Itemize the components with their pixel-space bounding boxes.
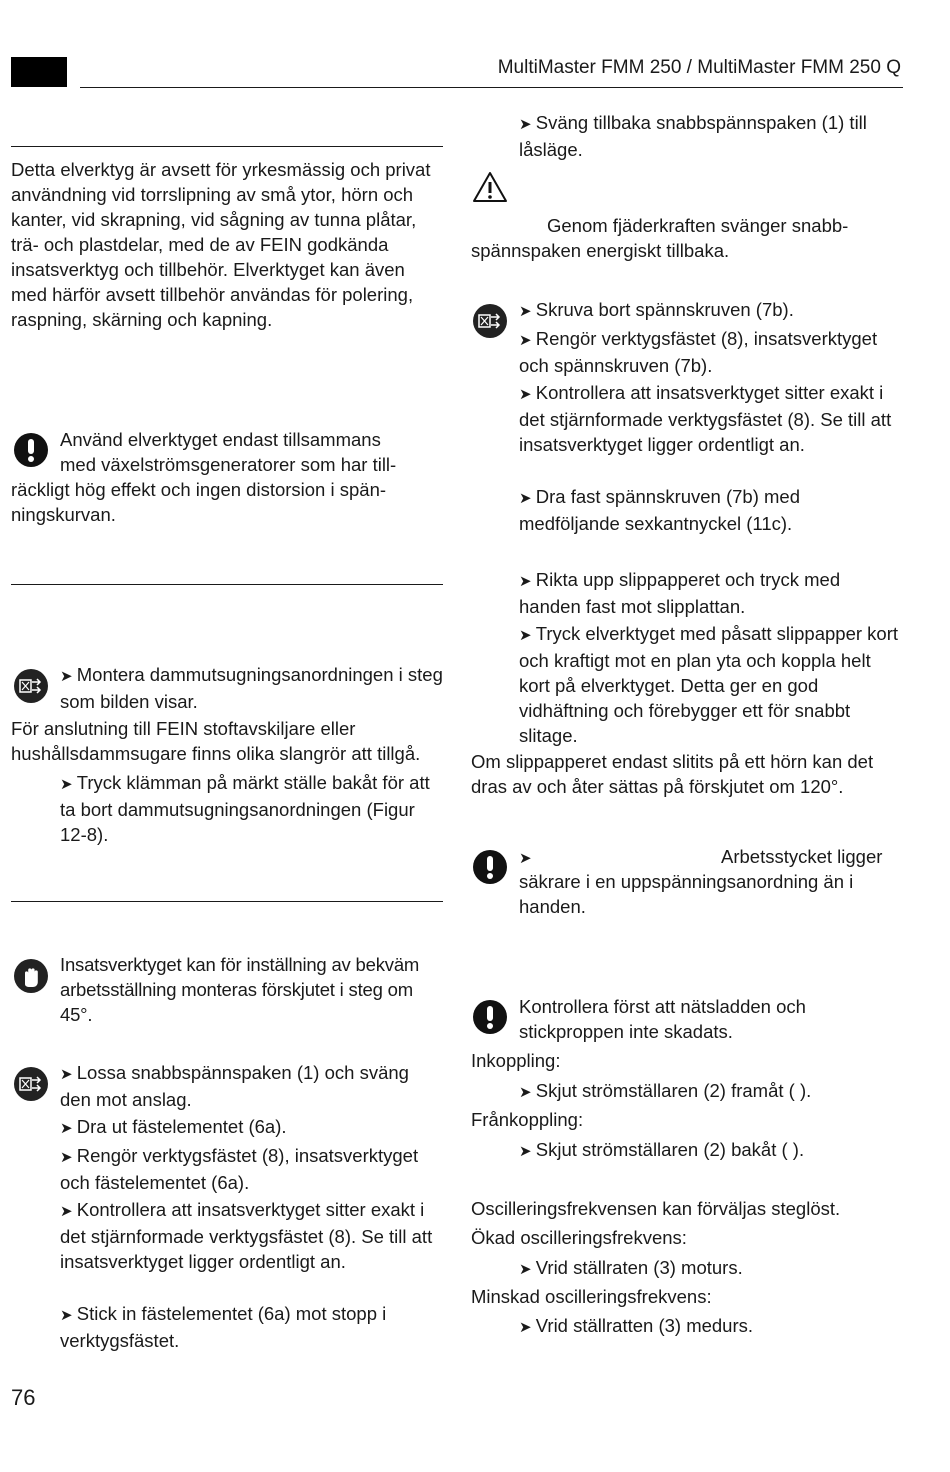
warning-triangle-icon xyxy=(472,170,508,204)
section-rule xyxy=(11,584,443,585)
instruction-icon xyxy=(13,1066,49,1102)
dust-step-2: ➤ Tryck klämman på märkt ställe bakåt för att ta bort dammutsugningsanordningen (Figur 12-8). xyxy=(60,770,444,847)
switch-off-step: ➤ Skjut strömställaren (2) bakåt ( ). xyxy=(519,1137,903,1164)
oscillation-increase-step: ➤ Vrid ställraten (3) moturs. xyxy=(519,1255,903,1282)
generator-note-line-1: Använd elverktyget endast tillsammans xyxy=(60,429,381,450)
warning-text-line-2: spännspaken energiskt tillbaka. xyxy=(471,240,730,261)
quick-step: ➤ Stick in fästelementet (6a) mot stopp i verktygsfästet. xyxy=(60,1301,444,1353)
paper-step: ➤ Tryck elverktyget med påsatt slippapper kort och kraftigt mot en plan yta och koppla helt kort på elverktyget. Detta ger en god vidhäftning och förebygger ett för snabbt slitage. xyxy=(519,621,903,748)
attention-icon xyxy=(472,999,508,1035)
paper-text: Om slippapperet endast slitits på ett hörn kan det dras av och åter sättas på förskjutet om 120°. xyxy=(471,751,874,797)
dust-step-1: ➤ Montera dammutsugningsanordningen i steg som bilden visar. xyxy=(60,662,444,714)
intended-use-text: Detta elverktyg är avsett för yrkesmässig och privat användning vid torrslipning av små ytor, hörn och kanter, vid skrapning, vid sågning av tunna plåtar, trä- och plastdelar, med de av FEIN godkända insatsverktyg och tillbehör. Elverktyget kan även med härför avsett tillbehör användas för polering, raspning, skärning och kapning. xyxy=(11,159,431,330)
running-title: MultiMaster FMM 250 / MultiMaster FMM 250 Q xyxy=(497,57,901,78)
instruction-icon xyxy=(472,303,508,339)
oscillation-decrease-step: ➤ Vrid ställratten (3) medurs. xyxy=(519,1313,903,1340)
check-cable-text: Kontrollera först att nätsladden och stickproppen inte skadats. xyxy=(519,996,806,1042)
quick-step: ➤ Lossa snabbspännspaken (1) och sväng den mot anslag. xyxy=(60,1060,444,1112)
switch-on-step: ➤ Skjut strömställaren (2) framåt ( ). xyxy=(519,1078,903,1105)
screw-step: ➤ Kontrollera att insatsverktyget sitter exakt i det stjärnformade verktygsfästet (8). Se till att insatsverktyget ligger ordentligt an. xyxy=(519,380,903,457)
generator-note-line-4: ningskurvan. xyxy=(11,504,116,525)
switch-on-label: Inkoppling: xyxy=(471,1050,561,1071)
hand-tip-icon xyxy=(13,958,49,994)
attention-icon xyxy=(13,432,49,468)
section-rule xyxy=(11,901,443,902)
header-black-tab xyxy=(11,57,67,87)
quick-step: ➤ Kontrollera att insatsverktyget sitter exakt i det stjärnformade verktygsfästet (8). Se till att insatsverktyget ligger ordentligt an. xyxy=(60,1197,444,1274)
switch-off-label: Frånkoppling: xyxy=(471,1109,584,1130)
generator-note-line-3: räckligt hög effekt och ingen distorsion i spän- xyxy=(11,479,387,500)
lever-back-step: ➤ Sväng tillbaka snabbspännspaken (1) till låsläge. xyxy=(519,110,903,162)
screw-step: ➤ Dra fast spännskruven (7b) med medföljande sexkantnyckel (11c). xyxy=(519,484,903,536)
page-number: 76 xyxy=(11,1385,36,1410)
attention-icon xyxy=(472,849,508,885)
quick-step: ➤ Dra ut fästelementet (6a). xyxy=(60,1114,444,1141)
oscillation-decrease-label: Minskad oscilleringsfrekvens: xyxy=(471,1286,712,1307)
dust-text: För anslutning till FEIN stoftavskiljare eller hushållsdammsugare finns olika slangrör att tillgå. xyxy=(11,718,421,764)
screw-step: ➤ Rengör verktygsfästet (8), insatsverktyget och spännskruven (7b). xyxy=(519,326,903,378)
bullet-arrow: ➤ xyxy=(519,850,532,867)
workpiece-text: säkrare i en uppspänningsanordning än i handen. xyxy=(519,871,854,917)
section-rule xyxy=(11,146,443,147)
screw-step: ➤ Skruva bort spännskruven (7b). xyxy=(519,297,903,324)
paper-step: ➤ Rikta upp slippapperet och tryck med handen fast mot slipplattan. xyxy=(519,567,903,619)
warning-text-line-1: Genom fjäderkraften svänger snabb- xyxy=(547,215,849,236)
header-rule xyxy=(80,87,903,88)
oscillation-text: Oscilleringsfrekvensen kan förväljas steglöst. xyxy=(471,1198,841,1219)
quick-step: ➤ Rengör verktygsfästet (8), insatsverktyget och fästelementet (6a). xyxy=(60,1143,444,1195)
workpiece-lead: Arbetsstycket ligger xyxy=(721,846,883,867)
instruction-icon xyxy=(13,668,49,704)
tool-offset-note: Insatsverktyget kan för inställning av bekväm arbetsställning monteras förskjutet i steg om 45°. xyxy=(60,954,420,1025)
generator-note-line-2: med växelströmsgeneratorer som har till- xyxy=(60,454,397,475)
oscillation-increase-label: Ökad oscilleringsfrekvens: xyxy=(471,1227,687,1248)
